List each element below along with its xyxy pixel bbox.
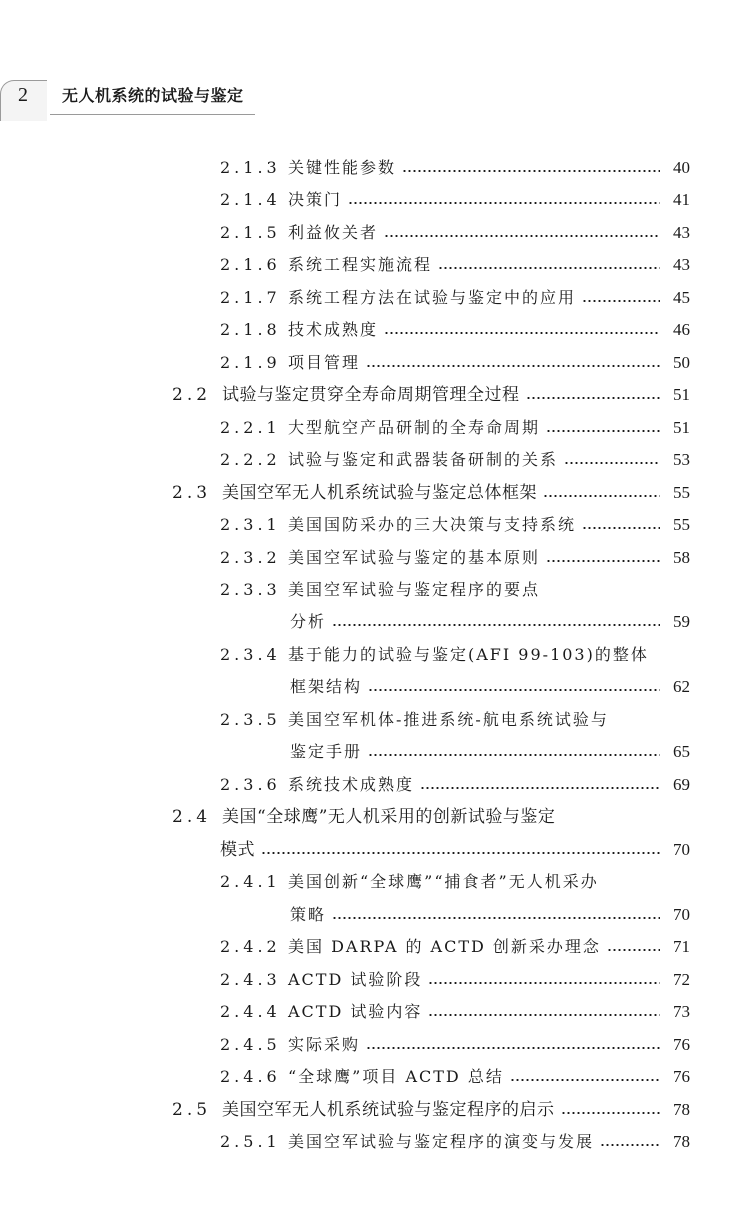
- section-title: 实际采购: [288, 1035, 361, 1054]
- section-title: 基于能力的试验与鉴定(AFI 99-103)的整体: [288, 645, 649, 664]
- section-title-continued: 鉴定手册: [290, 742, 363, 761]
- dot-leader: [600, 1144, 660, 1146]
- section-number: 2.3.2: [220, 548, 281, 567]
- page-ref: 55: [673, 483, 690, 502]
- section-number: 2.3.1: [220, 515, 281, 534]
- section-number: 2.1.3: [220, 158, 281, 177]
- toc-entry[interactable]: [220, 770, 690, 800]
- section-title-continued: 模式: [220, 840, 255, 860]
- section-title: 美国“全球鹰”无人机采用的创新试验与鉴定: [222, 807, 556, 827]
- toc-entry[interactable]: [220, 543, 690, 573]
- section-number: 2.4.6: [220, 1067, 281, 1086]
- section-number: 2.3.3: [220, 580, 281, 599]
- page-ref: 43: [673, 223, 690, 242]
- section-title: 美国 DARPA 的 ACTD 创新采办理念: [288, 937, 601, 956]
- section-title: 技术成熟度: [288, 320, 379, 339]
- section-number: 2.3.5: [220, 710, 281, 729]
- section-title: 系统技术成熟度: [288, 775, 415, 794]
- toc-entry[interactable]: [220, 185, 690, 215]
- toc-entry[interactable]: [220, 315, 690, 345]
- page-ref: 72: [673, 970, 690, 989]
- section-title-continued: 策略: [290, 905, 327, 924]
- toc-entry-continuation[interactable]: [290, 607, 690, 637]
- toc-entry[interactable]: [220, 932, 690, 962]
- section-number: 2.2: [172, 385, 212, 405]
- page-ref: 73: [673, 1002, 690, 1021]
- toc-entry[interactable]: [220, 867, 690, 897]
- section-number: 2.4.2: [220, 937, 281, 956]
- section-number: 2.4.3: [220, 970, 281, 989]
- section-title: “全球鹰”项目 ACTD 总结: [288, 1067, 504, 1086]
- toc-entry-continuation[interactable]: [290, 737, 690, 767]
- toc-entry[interactable]: [220, 445, 690, 475]
- section-title: 美国国防采办的三大决策与支持系统: [288, 515, 577, 534]
- toc-entry[interactable]: [220, 283, 690, 313]
- section-title: 关键性能参数: [288, 158, 397, 177]
- page-ref: 76: [673, 1067, 690, 1086]
- section-title: ACTD 试验阶段: [288, 970, 423, 989]
- toc-entry[interactable]: [220, 413, 690, 443]
- dot-leader: [582, 300, 660, 302]
- section-number: 2.2.2: [220, 450, 281, 469]
- page-ref: 62: [673, 677, 690, 696]
- section-title: 试验与鉴定贯穿全寿命周期管理全过程: [222, 385, 520, 405]
- section-number: 2.2.1: [220, 418, 281, 437]
- section-number: 2.1.8: [220, 320, 281, 339]
- toc-entry[interactable]: [220, 218, 690, 248]
- section-number: 2.4: [172, 807, 212, 827]
- section-title: 美国空军无人机系统试验与鉴定程序的启示: [222, 1100, 555, 1120]
- toc-section-entry[interactable]: [172, 802, 690, 832]
- section-title-continued: 分析: [290, 612, 327, 631]
- section-number: 2.1.5: [220, 223, 281, 242]
- dot-leader: [428, 982, 660, 984]
- page-ref: 70: [673, 840, 690, 859]
- dot-leader: [428, 1014, 660, 1016]
- page-ref: 76: [673, 1035, 690, 1054]
- toc-entry-continuation[interactable]: [290, 672, 690, 702]
- section-number: 2.3.6: [220, 775, 281, 794]
- toc-entry[interactable]: [220, 250, 690, 280]
- dot-leader: [546, 560, 660, 562]
- section-number: 2.5: [172, 1100, 212, 1120]
- toc-entry[interactable]: [220, 348, 690, 378]
- dot-leader: [366, 365, 660, 367]
- toc-entry-continuation[interactable]: [290, 900, 690, 930]
- book-title: 无人机系统的试验与鉴定: [62, 86, 244, 105]
- section-number: 2.1.9: [220, 353, 281, 372]
- toc-entry[interactable]: [220, 1030, 690, 1060]
- section-title: 美国空军试验与鉴定的基本原则: [288, 548, 541, 567]
- page-ref: 45: [673, 288, 690, 307]
- section-number: 2.3.4: [220, 645, 281, 664]
- dot-leader: [368, 754, 660, 756]
- dot-leader: [607, 949, 660, 951]
- toc-section-entry[interactable]: [172, 1095, 690, 1125]
- section-title: 大型航空产品研制的全寿命周期: [288, 418, 541, 437]
- page-ref: 71: [673, 937, 690, 956]
- section-number: 2.1.6: [220, 255, 281, 274]
- page-ref: 69: [673, 775, 690, 794]
- toc-section-entry[interactable]: [172, 478, 690, 508]
- toc-section-entry[interactable]: [172, 380, 690, 410]
- dot-leader: [526, 397, 661, 399]
- dot-leader: [546, 430, 660, 432]
- page-ref: 65: [673, 742, 690, 761]
- page-ref: 40: [673, 158, 690, 177]
- dot-leader: [332, 624, 660, 626]
- section-number: 2.3: [172, 483, 212, 503]
- dot-leader: [348, 202, 660, 204]
- page-ref: 43: [673, 255, 690, 274]
- page-ref: 46: [673, 320, 690, 339]
- dot-leader: [384, 332, 660, 334]
- page-ref: 53: [673, 450, 690, 469]
- page-ref: 51: [673, 418, 690, 437]
- toc-entry[interactable]: [220, 1062, 690, 1092]
- page-ref: 59: [673, 612, 690, 631]
- dot-leader: [510, 1079, 660, 1081]
- dot-leader: [543, 495, 660, 497]
- section-number: 2.1.7: [220, 288, 281, 307]
- dot-leader: [420, 787, 660, 789]
- section-number: 2.4.4: [220, 1002, 281, 1021]
- section-number: 2.5.1: [220, 1132, 281, 1151]
- toc-entry[interactable]: [220, 640, 690, 670]
- section-title: 美国空军机体-推进系统-航电系统试验与: [288, 710, 609, 729]
- dot-leader: [561, 1112, 661, 1114]
- section-title: 决策门: [288, 190, 343, 209]
- page-ref: 41: [673, 190, 690, 209]
- dot-leader: [332, 917, 660, 919]
- section-number: 2.4.5: [220, 1035, 281, 1054]
- dot-leader: [384, 235, 660, 237]
- section-title-continued: 框架结构: [290, 677, 363, 696]
- section-title: 美国空军无人机系统试验与鉴定总体框架: [222, 483, 537, 503]
- page-ref: 58: [673, 548, 690, 567]
- page-ref: 78: [673, 1100, 690, 1119]
- toc-entry[interactable]: [220, 153, 690, 183]
- section-title: 利益攸关者: [288, 223, 379, 242]
- toc-entry[interactable]: [220, 997, 690, 1027]
- dot-leader: [402, 170, 660, 172]
- page-ref: 70: [673, 905, 690, 924]
- toc-entry[interactable]: [220, 575, 690, 605]
- dot-leader: [438, 267, 660, 269]
- dot-leader: [368, 689, 660, 691]
- toc-entry[interactable]: [220, 1127, 690, 1157]
- dot-leader: [366, 1047, 660, 1049]
- section-number: 2.4.1: [220, 872, 281, 891]
- section-title: 美国空军试验与鉴定程序的要点: [288, 580, 541, 599]
- dot-leader: [582, 527, 660, 529]
- page-number: 2: [18, 84, 28, 106]
- section-title: ACTD 试验内容: [288, 1002, 423, 1021]
- section-title: 试验与鉴定和武器装备研制的关系: [288, 450, 559, 469]
- dot-leader: [564, 462, 660, 464]
- toc-entry[interactable]: [220, 510, 690, 540]
- section-title: 美国空军试验与鉴定程序的演变与发展: [288, 1132, 595, 1151]
- section-title: 系统工程方法在试验与鉴定中的应用: [288, 288, 577, 307]
- toc-entry[interactable]: [220, 965, 690, 995]
- section-title: 项目管理: [288, 353, 361, 372]
- dot-leader: [261, 852, 660, 854]
- section-title: 美国创新“全球鹰”“捕食者”无人机采办: [288, 872, 599, 891]
- page-ref: 50: [673, 353, 690, 372]
- toc-section-continuation[interactable]: [220, 835, 690, 865]
- page-ref: 78: [673, 1132, 690, 1151]
- section-title: 系统工程实施流程: [288, 255, 433, 274]
- toc-entry[interactable]: [220, 705, 690, 735]
- section-number: 2.1.4: [220, 190, 281, 209]
- page-ref: 51: [673, 385, 690, 404]
- page-ref: 55: [673, 515, 690, 534]
